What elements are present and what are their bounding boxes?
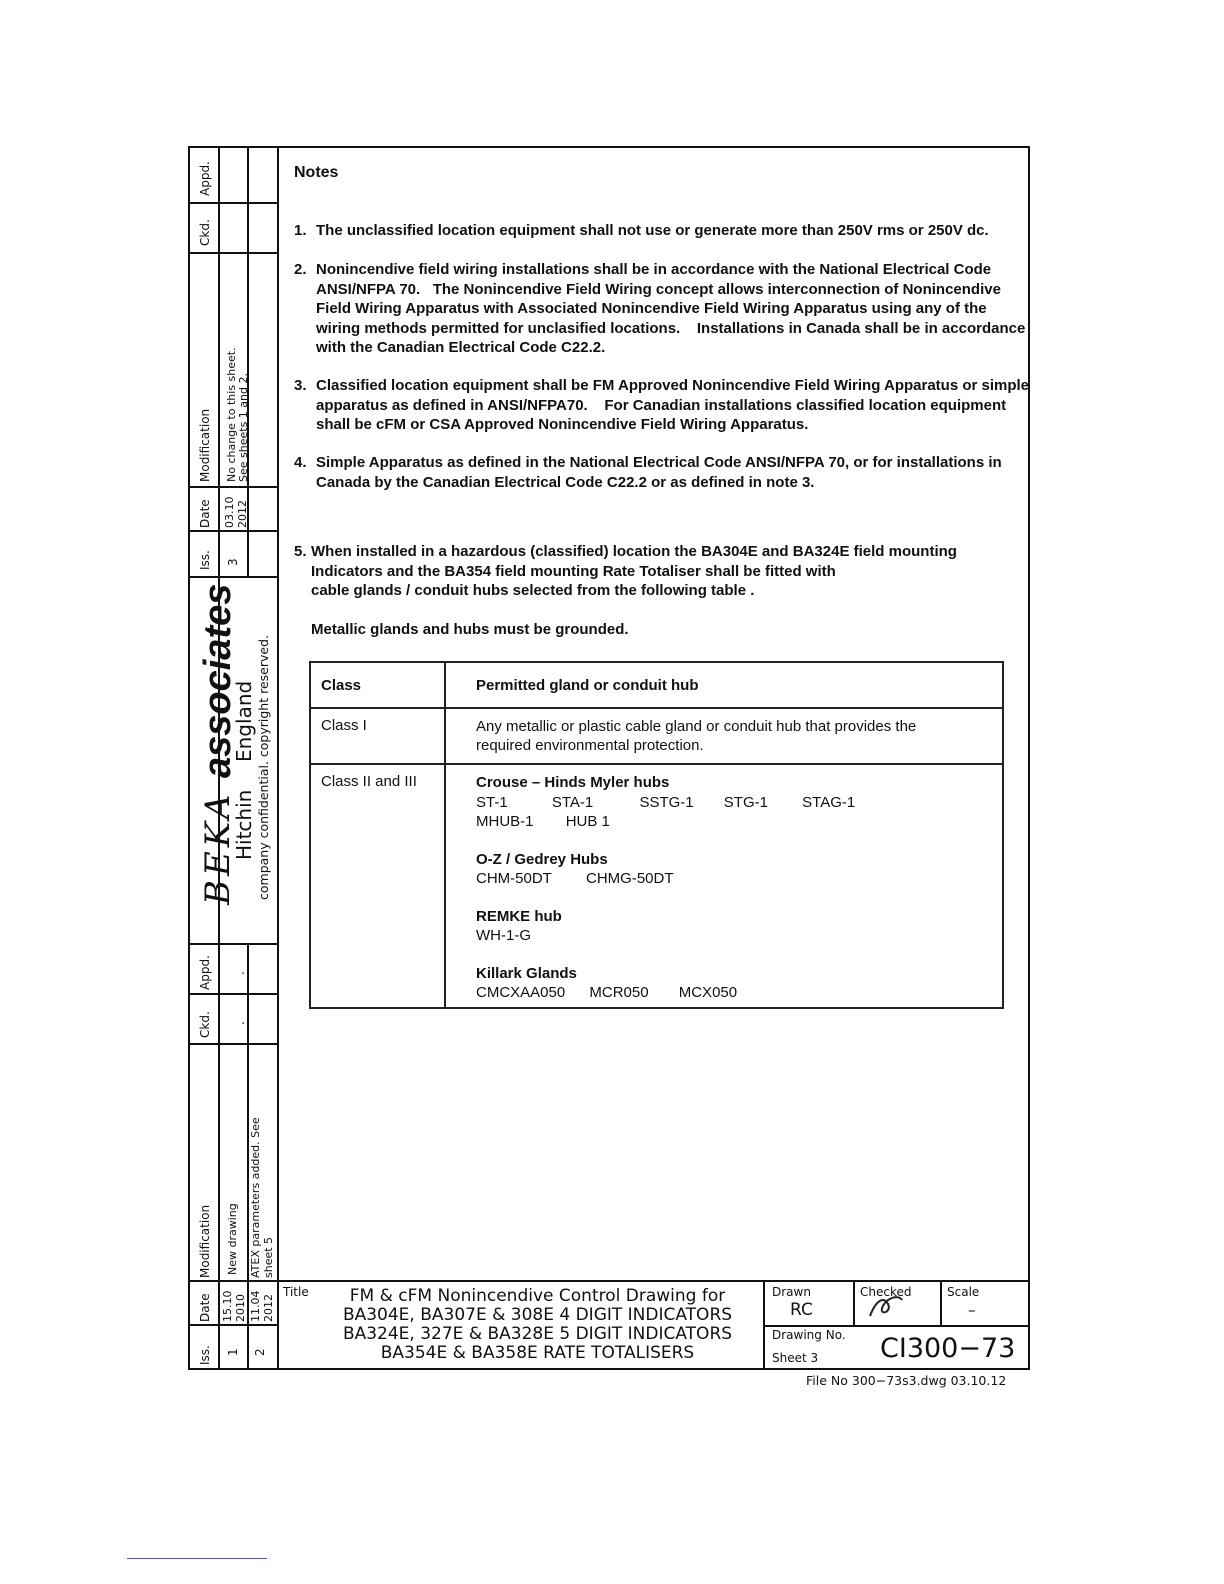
- group-name: REMKE hub: [476, 907, 562, 925]
- sheet-number: Sheet 3: [772, 1351, 819, 1365]
- hub-list: [445, 764, 1003, 1008]
- group-name: Killark Glands: [476, 964, 577, 982]
- panel-divider: [188, 1324, 278, 1326]
- panel-divider: [188, 943, 278, 945]
- panel-divider: [188, 252, 278, 254]
- note-text: Simple Apparatus as defined in the National Electrical Code ANSI/NFPA 70, or for installations in Canada by the Canadian Electrical Code C22.2 or as defined in note 3.: [316, 454, 1002, 491]
- panel-divider: [188, 1280, 1030, 1282]
- row-class: Class I: [310, 708, 445, 764]
- item-line: [476, 983, 992, 1003]
- note-text: The unclassified location equipment shall not use or generate more than 250V rms or 250V dc.: [316, 222, 989, 239]
- group-name: O-Z / Gedrey Hubs: [476, 850, 608, 868]
- panel-divider: [188, 486, 278, 488]
- title-divider: [853, 1280, 855, 1326]
- copyright-notice: company confidential. copyright reserved.: [256, 635, 271, 900]
- title-line: BA354E & BA358E RATE TOTALISERS: [380, 1343, 695, 1363]
- hub-code: WH-1-G: [476, 927, 531, 944]
- scale-value: –: [968, 1301, 976, 1319]
- file-reference: File No 300−73s3.dwg 03.10.12: [806, 1373, 1007, 1388]
- hub-code: MHUB-1: [476, 813, 534, 830]
- item-line: [476, 869, 992, 889]
- hub-code: ST-1: [476, 793, 508, 811]
- table-header-permitted: Permitted gland or conduit hub: [445, 662, 1003, 708]
- table-row: [310, 708, 1003, 764]
- hub-code: STAG-1: [802, 793, 856, 811]
- iss-header: Iss.: [198, 550, 212, 570]
- company-name: associates: [197, 583, 239, 778]
- title-line: BA304E, BA307E & 308E 4 DIGIT INDICATORS: [342, 1305, 733, 1325]
- note-number: 5.: [294, 543, 307, 560]
- panel-divider: [188, 1043, 278, 1045]
- beka-logo: BEKA: [198, 790, 238, 905]
- hub-code: HUB 1: [565, 813, 610, 830]
- hub-code: MCX050: [678, 984, 738, 1001]
- revision-iss: 3: [226, 558, 240, 566]
- appd-header: Appd.: [198, 161, 212, 196]
- hub-code: STG-1: [723, 793, 768, 811]
- gland-table: [309, 661, 1004, 1009]
- panel-divider: [277, 146, 279, 1370]
- group-name: Crouse – Hinds Myler hubs: [476, 774, 670, 791]
- modification-header: Modification: [198, 408, 212, 482]
- note-number: 4.: [294, 454, 307, 471]
- rev1-iss: 1: [226, 1348, 240, 1356]
- rev1-date: 15.10 2010: [221, 1290, 247, 1322]
- table-header-class: Class: [310, 662, 445, 708]
- signature-mark: [866, 1290, 906, 1322]
- hub-code: CMCXAA050: [476, 984, 566, 1001]
- mod-new-drawing: New drawing: [226, 1203, 239, 1275]
- item-line: [476, 793, 992, 813]
- hub-code: STA-1: [551, 793, 594, 811]
- item-line: [476, 812, 992, 832]
- note-text: Classified location equipment shall be FM Approved Nonincendive Field Wiring Apparatus or simple apparatus as defined in ANSI/NFPA70. For Canadian installations classified location equipment shall be cFM or CSA Approved Nonincendive Field Wiring Apparatus.: [316, 377, 1030, 433]
- mod-text-line2: See sheets 1 and 2.: [237, 373, 250, 482]
- title-divider: [940, 1280, 942, 1326]
- mod-atex: ATEX parameters added. See sheet 5: [249, 1117, 275, 1278]
- panel-divider: [188, 202, 278, 204]
- revision-date: 03.10 2012: [223, 496, 249, 528]
- drawing-no-label: Drawing No.: [772, 1328, 846, 1342]
- row-text: Any metallic or plastic cable gland or conduit hub that provides the required environmental protection.: [445, 708, 1003, 764]
- table-row: [310, 764, 1003, 1008]
- note-text: When installed in a hazardous (classified) location the BA304E and BA324E field mounting Indicators and the BA354 field mounting Rate Totaliser shall be fitted with cable glands / conduit hubs selected from the following table .: [311, 543, 957, 599]
- title-line: BA324E, 327E & BA328E 5 DIGIT INDICATORS: [342, 1324, 733, 1344]
- item-line: [476, 926, 992, 946]
- table-header-row: [310, 662, 1003, 708]
- date-header: Date: [198, 499, 212, 528]
- ckd-header-lower: Ckd.: [198, 1011, 212, 1038]
- panel-divider: [188, 576, 278, 578]
- scale-label: Scale: [947, 1285, 980, 1299]
- title-divider: [763, 1325, 1030, 1327]
- dot-mark: .: [233, 1021, 247, 1025]
- drawing-title: [290, 1287, 785, 1363]
- title-label: Title: [283, 1285, 309, 1299]
- drawn-value: RC: [790, 1300, 813, 1320]
- date-header-lower: Date: [198, 1293, 212, 1322]
- grounding-note: Metallic glands and hubs must be grounded.: [311, 621, 629, 638]
- rev2-date: 11.04 2012: [249, 1290, 275, 1322]
- ckd-header: Ckd.: [198, 219, 212, 246]
- drawing-number: CI300−73: [880, 1333, 1016, 1364]
- hub-code: CHM-50DT: [476, 870, 552, 887]
- hub-code: MCR050: [589, 984, 649, 1001]
- title-line: FM & cFM Nonincendive Control Drawing for: [349, 1286, 726, 1306]
- rev2-iss: 2: [253, 1348, 267, 1356]
- drawn-label: Drawn: [772, 1285, 811, 1299]
- note-number: 3.: [294, 377, 307, 394]
- panel-divider: [188, 993, 278, 995]
- note-number: 1.: [294, 222, 307, 239]
- hub-code: CHMG-50DT: [586, 870, 674, 887]
- company-country: England: [232, 680, 256, 762]
- panel-divider: [188, 530, 278, 532]
- notes-title: Notes: [294, 164, 339, 181]
- hub-code: SSTG-1: [639, 793, 694, 811]
- modification-header-lower: Modification: [198, 1204, 212, 1278]
- appd-header-lower: Appd.: [198, 955, 212, 990]
- dot-mark: .: [233, 971, 247, 975]
- iss-header-lower: Iss.: [198, 1345, 212, 1365]
- note-number: 2.: [294, 261, 307, 278]
- page-rule: [127, 1558, 267, 1559]
- checked-label: Checked: [860, 1285, 912, 1299]
- mod-text-line1: No change to this sheet.: [225, 347, 238, 482]
- note-text: Nonincendive field wiring installations shall be in accordance with the National Electrical Code ANSI/NFPA 70. The Nonincendive Field Wiring concept allows interconnection of Nonincendive Field Wiring Apparatus with Associated Nonincendive Field Wiring Apparatus using any of the wiring methods permitted for unclasified locations. Installations in Canada shall be in accordance with the Canadian Electrical Code C22.2.: [316, 261, 1026, 356]
- row-class: Class II and III: [310, 764, 445, 1008]
- company-town: Hitchin: [232, 789, 256, 860]
